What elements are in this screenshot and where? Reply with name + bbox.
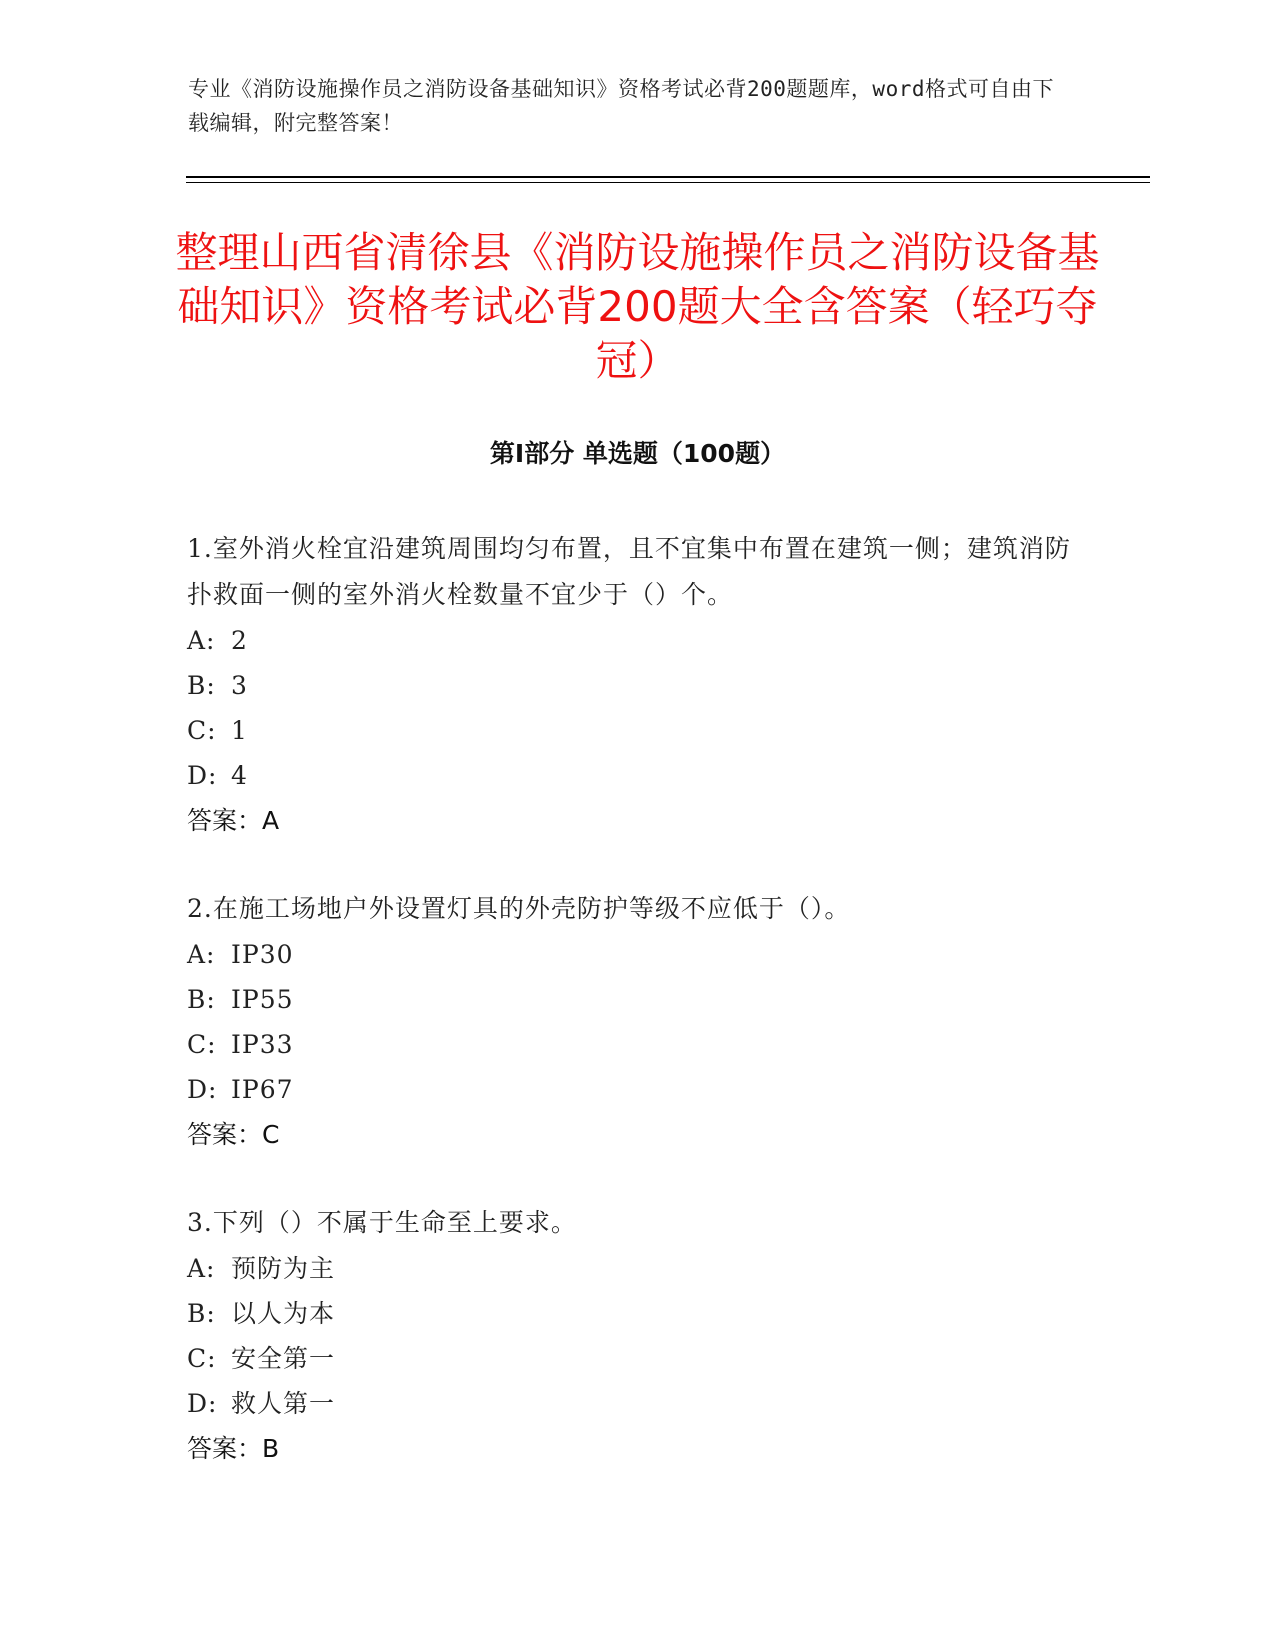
option-c xyxy=(187,1336,1087,1381)
option-a xyxy=(187,618,1087,663)
question-list xyxy=(187,526,1087,1514)
answer: 答案：C xyxy=(187,1120,280,1149)
question-2 xyxy=(187,886,1087,1158)
option-text: IP55 xyxy=(231,985,294,1014)
question-3 xyxy=(187,1200,1087,1472)
option-text: 预防为主 xyxy=(231,1254,336,1283)
option-text: 安全第一 xyxy=(231,1344,336,1373)
question-stem: 2.在施工场地户外设置灯具的外壳防护等级不应低于（）。 xyxy=(187,894,851,923)
option-a xyxy=(187,932,1087,977)
option-text: IP33 xyxy=(231,1030,294,1059)
answer: 答案：B xyxy=(187,1434,280,1463)
option-key: A: xyxy=(187,626,216,655)
option-text: IP30 xyxy=(231,940,294,969)
header-note: 专业《消防设施操作员之消防设备基础知识》资格考试必背200题题库，word格式可自由下载编辑，附完整答案！ xyxy=(188,77,1054,135)
answer: 答案：A xyxy=(187,806,280,835)
option-key: D: xyxy=(187,761,218,790)
document-title: 整理山西省清徐县《消防设施操作员之消防设备基础知识》资格考试必背200题大全含答案（轻巧夺冠） xyxy=(175,228,1100,385)
option-key: C: xyxy=(187,1030,217,1059)
option-text: 救人第一 xyxy=(231,1389,336,1418)
option-d xyxy=(187,753,1087,798)
option-text: 1 xyxy=(231,716,248,745)
option-c xyxy=(187,708,1087,753)
question-1 xyxy=(187,526,1087,844)
option-c xyxy=(187,1022,1087,1067)
question-stem: 3.下列（）不属于生命至上要求。 xyxy=(187,1208,577,1237)
option-key: B: xyxy=(187,985,216,1014)
header-divider-thin xyxy=(186,182,1150,183)
option-key: C: xyxy=(187,716,217,745)
option-key: A: xyxy=(187,1254,216,1283)
option-a xyxy=(187,1246,1087,1291)
option-d xyxy=(187,1067,1087,1112)
option-b xyxy=(187,1291,1087,1336)
option-key: B: xyxy=(187,1299,216,1328)
option-text: 4 xyxy=(231,761,248,790)
option-key: D: xyxy=(187,1075,218,1104)
section-title: 第Ⅰ部分 单选题（100题） xyxy=(489,439,786,468)
header-divider xyxy=(186,176,1150,178)
option-b xyxy=(187,663,1087,708)
option-text: 以人为本 xyxy=(231,1299,336,1328)
question-stem: 1.室外消火栓宜沿建筑周围均匀布置，且不宜集中布置在建筑一侧；建筑消防扑救面一侧的室外消火栓数量不宜少于（）个。 xyxy=(187,534,1071,609)
option-key: C: xyxy=(187,1344,217,1373)
option-text: IP67 xyxy=(231,1075,294,1104)
option-b xyxy=(187,977,1087,1022)
option-text: 2 xyxy=(231,626,248,655)
option-key: B: xyxy=(187,671,216,700)
option-key: A: xyxy=(187,940,216,969)
option-key: D: xyxy=(187,1389,218,1418)
option-text: 3 xyxy=(231,671,248,700)
option-d xyxy=(187,1381,1087,1426)
